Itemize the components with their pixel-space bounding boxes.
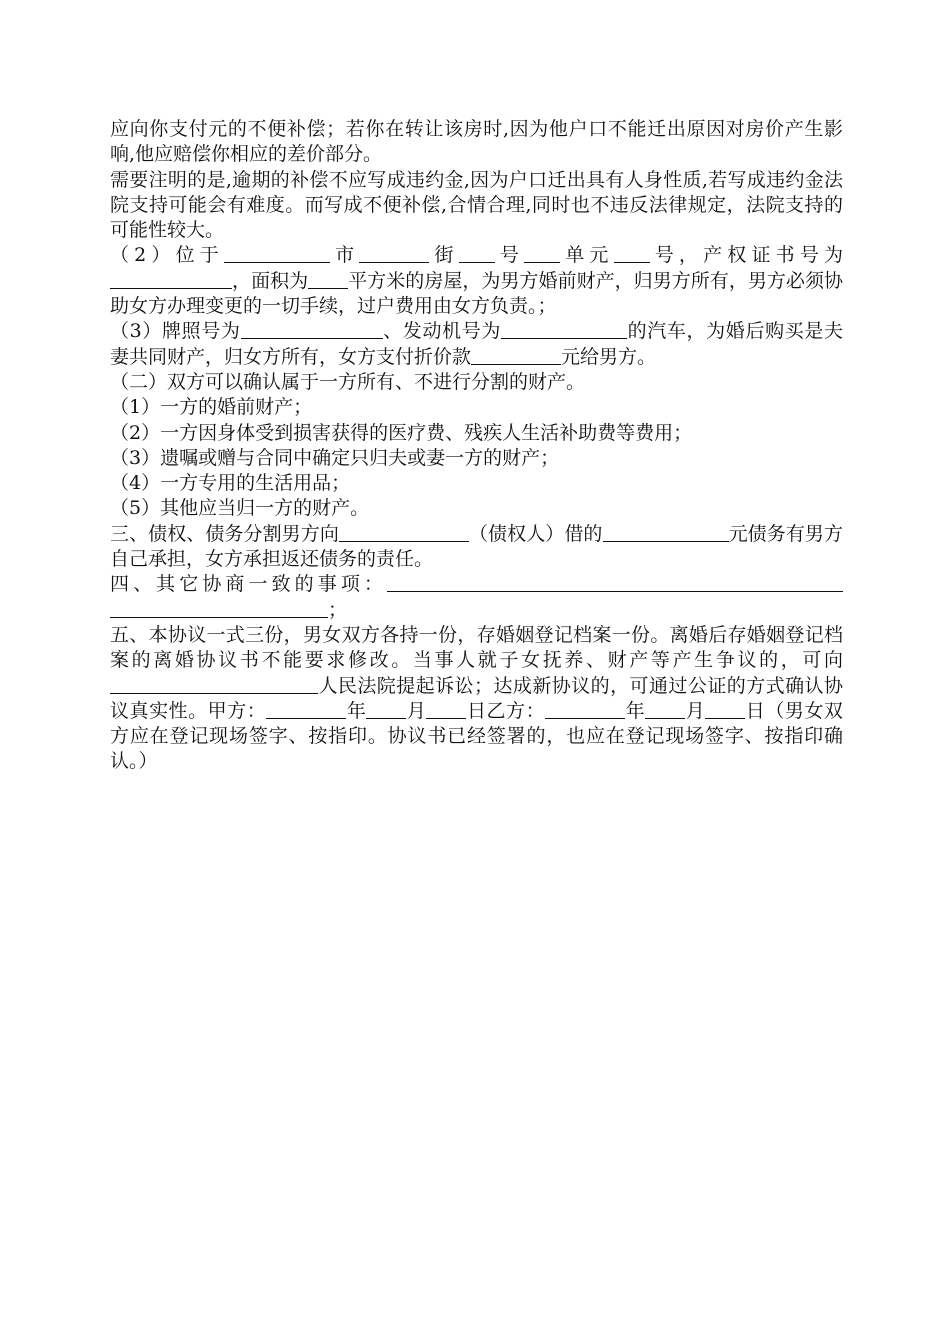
- paragraph-text: （债权人）借的: [468, 522, 603, 545]
- paragraph-text: 、发动机号为: [382, 320, 501, 343]
- paragraph-text: （4）一方专用的生活用品；: [110, 472, 351, 495]
- fill-in-blank[interactable]: [387, 572, 843, 592]
- paragraph-p10: [110, 496, 843, 521]
- paragraph-text: 街: [429, 244, 459, 267]
- fill-in-blank[interactable]: [366, 699, 406, 719]
- paragraph-text: 年: [625, 699, 646, 722]
- document-body: [110, 117, 843, 775]
- paragraph-text: 月: [406, 699, 427, 722]
- fill-in-blank[interactable]: [224, 243, 330, 263]
- paragraph-text: （3）遗嘱或赠与合同中确定只归夫或妻一方的财产；: [110, 446, 560, 469]
- fill-in-blank[interactable]: [471, 345, 561, 365]
- paragraph-text: 平方米的房屋，为男方婚前财产，归男方所有，男方必须协助女方办理变更的一切手续，过户费用由女方负责。；: [110, 269, 843, 318]
- fill-in-blank[interactable]: [110, 674, 318, 694]
- fill-in-blank[interactable]: [308, 269, 348, 289]
- fill-in-blank[interactable]: [110, 269, 232, 289]
- paragraph-text: 年: [346, 699, 367, 722]
- paragraph-p13: [110, 623, 843, 775]
- fill-in-blank[interactable]: [614, 243, 650, 263]
- paragraph-text: （2）一方因身体受到损害获得的医疗费、残疾人生活补助费等费用；: [110, 421, 693, 444]
- paragraph-text: 人民法院提起诉讼；达成新协议的，可通过公证的方式确认协议真实性。甲方：: [110, 674, 843, 722]
- paragraph-text: 日乙方：: [466, 699, 546, 722]
- paragraph-text: 五、本协议一式三份，男女双方各持一份，存婚姻登记档案一份。离婚后存婚姻登记档案的离婚协议书不能要求修改。当事人就子女抚养、财产等产生争议的，可向: [110, 623, 843, 672]
- paragraph-p12: [110, 572, 843, 623]
- paragraph-text: 四、其它协商一致的事项：: [110, 573, 387, 596]
- paragraph-text: 的汽车，为婚后购买是夫妻共同财产，归女方所有，女方支付折价款: [110, 320, 843, 368]
- fill-in-blank[interactable]: [603, 522, 729, 542]
- paragraph-text: 月: [685, 699, 706, 722]
- paragraph-p6: [110, 395, 843, 420]
- fill-in-blank[interactable]: [705, 699, 745, 719]
- paragraph-text: （二）双方可以确认属于一方所有、不进行分割的财产。: [110, 370, 586, 393]
- paragraph-text: 需要注明的是,逾期的补偿不应写成违约金,因为户口迁出具有人身性质,若写成违约金法院支持可能会有难度。而写成不便补偿,合情合理,同时也不违反法律规定，法院支持的可能性较大。: [110, 168, 843, 242]
- fill-in-blank[interactable]: [459, 243, 495, 263]
- fill-in-blank[interactable]: [524, 243, 560, 263]
- paragraph-text: 号，产权证书号为: [649, 244, 843, 267]
- paragraph-text: （5）其他应当归一方的财产。: [110, 497, 370, 520]
- paragraph-text: ，面积为: [232, 269, 309, 292]
- fill-in-blank[interactable]: [426, 699, 466, 719]
- paragraph-text: ；: [328, 598, 348, 621]
- paragraph-text: 三、债权、债务分割男方向: [110, 522, 339, 545]
- paragraph-text: 日（男女双方应在登记现场签字、按指印。协议书已经签署的，也应在登记现场签字、按指印确认。）: [110, 699, 843, 773]
- paragraph-text: 号: [494, 244, 525, 267]
- fill-in-blank[interactable]: [501, 319, 627, 339]
- paragraph-p5: [110, 370, 843, 395]
- fill-in-blank[interactable]: [645, 699, 685, 719]
- fill-in-blank[interactable]: [266, 699, 346, 719]
- fill-in-blank[interactable]: [241, 319, 383, 339]
- paragraph-p4: [110, 319, 843, 370]
- paragraph-p2: [110, 168, 843, 244]
- paragraph-text: 市: [329, 244, 360, 267]
- paragraph-p7: [110, 421, 843, 446]
- paragraph-text: （3）牌照号为: [110, 320, 241, 343]
- paragraph-p9: [110, 471, 843, 496]
- paragraph-text: （1）一方的婚前财产；: [110, 396, 313, 419]
- paragraph-p11: [110, 522, 843, 573]
- paragraph-p1: [110, 117, 843, 168]
- paragraph-text: 单元: [560, 244, 614, 267]
- fill-in-blank[interactable]: [339, 522, 469, 542]
- fill-in-blank[interactable]: [359, 243, 429, 263]
- paragraph-text: 应向你支付元的不便补偿；若你在转让该房时,因为他户口不能迁出原因对房价产生影响,他应赔偿你相应的差价部分。: [110, 118, 843, 166]
- paragraph-text: （2）位于: [110, 244, 224, 267]
- paragraph-p3: [110, 243, 843, 319]
- paragraph-text: 元债务有男方自己承担，女方承担返还债务的责任。: [110, 522, 843, 571]
- paragraph-text: 元给男方。: [561, 345, 657, 368]
- fill-in-blank[interactable]: [110, 598, 328, 618]
- fill-in-blank[interactable]: [545, 699, 625, 719]
- paragraph-p8: [110, 446, 843, 471]
